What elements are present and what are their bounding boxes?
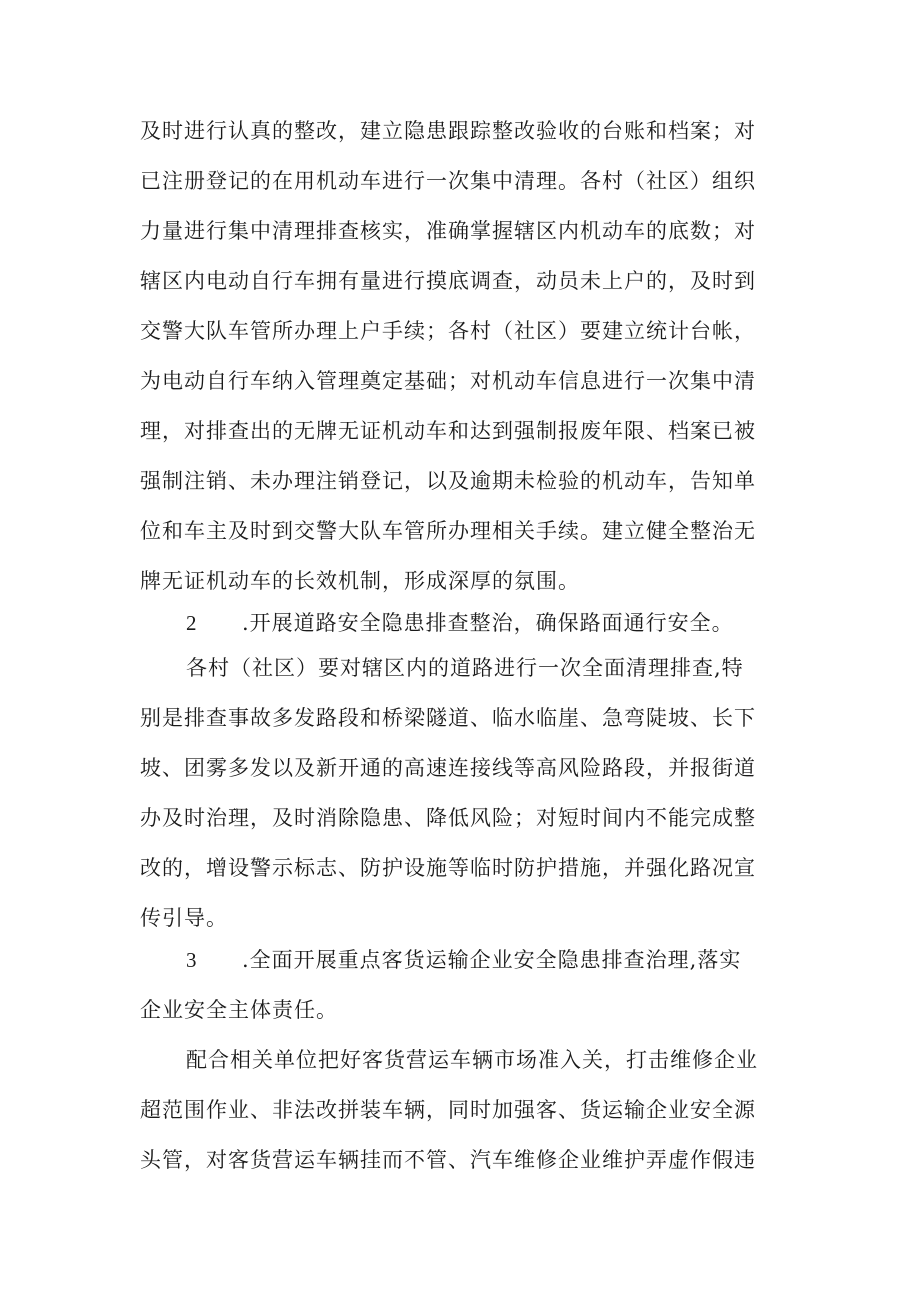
paragraph-line: 传引导。 [140, 906, 228, 930]
section-heading-3 [186, 945, 741, 975]
paragraph-line: 力量进行集中清理排查核实，准确掌握辖区内机动车的底数；对 [140, 219, 756, 243]
paragraph-line: 坡、团雾多发以及新开通的高速连接线等高风险路段，并报街道 [140, 756, 756, 780]
paragraph-line: 别是排查事故多发路段和桥梁隧道、临水临崖、急弯陡坡、长下 [140, 706, 756, 730]
paragraph-line: 各村（社区）要对辖区内的道路进行一次全面清理排查,特 [186, 656, 744, 680]
paragraph-line: 超范围作业、非法改拼装车辆，同时加强客、货运输企业安全源 [140, 1098, 756, 1122]
paragraph-line: 辖区内电动自行车拥有量进行摸底调查，动员未上户的，及时到 [140, 269, 756, 293]
paragraph-line: 办及时治理，及时消除隐患、降低风险；对短时间内不能完成整 [140, 806, 756, 830]
paragraph-line: 头管，对客货营运车辆挂而不管、汽车维修企业维护弄虚作假违 [140, 1148, 756, 1172]
paragraph-line: 为电动自行车纳入管理奠定基础；对机动车信息进行一次集中清 [140, 369, 756, 393]
paragraph-line: 交警大队车管所办理上户手续；各村（社区）要建立统计台帐， [140, 319, 756, 343]
paragraph-line: 改的，增设警示标志、防护设施等临时防护措施，并强化路况宣 [140, 856, 756, 880]
paragraph-line: 理，对排查出的无牌无证机动车和达到强制报废年限、档案已被 [140, 419, 756, 443]
section-title: .开展道路安全隐患排查整治，确保路面通行安全。 [242, 611, 734, 635]
paragraph-line: 牌无证机动车的长效机制，形成深厚的氛围。 [140, 569, 580, 593]
section-title-continuation: 企业安全主体责任。 [140, 998, 338, 1022]
section-heading-2 [186, 608, 734, 638]
paragraph-line: 强制注销、未办理注销登记，以及逾期未检验的机动车，告知单 [140, 469, 756, 493]
section-number: 3 [186, 948, 198, 972]
section-number: 2 [186, 611, 198, 635]
paragraph-line: 位和车主及时到交警大队车管所办理相关手续。建立健全整治无 [140, 519, 756, 543]
section-title: .全面开展重点客货运输企业安全隐患排查治理,落实 [242, 948, 742, 972]
paragraph-line: 及时进行认真的整改，建立隐患跟踪整改验收的台账和档案；对 [140, 119, 756, 143]
paragraph-line: 配合相关单位把好客货营运车辆市场准入关，打击维修企业 [186, 1048, 758, 1072]
paragraph-line: 已注册登记的在用机动车进行一次集中清理。各村（社区）组织 [140, 169, 756, 193]
